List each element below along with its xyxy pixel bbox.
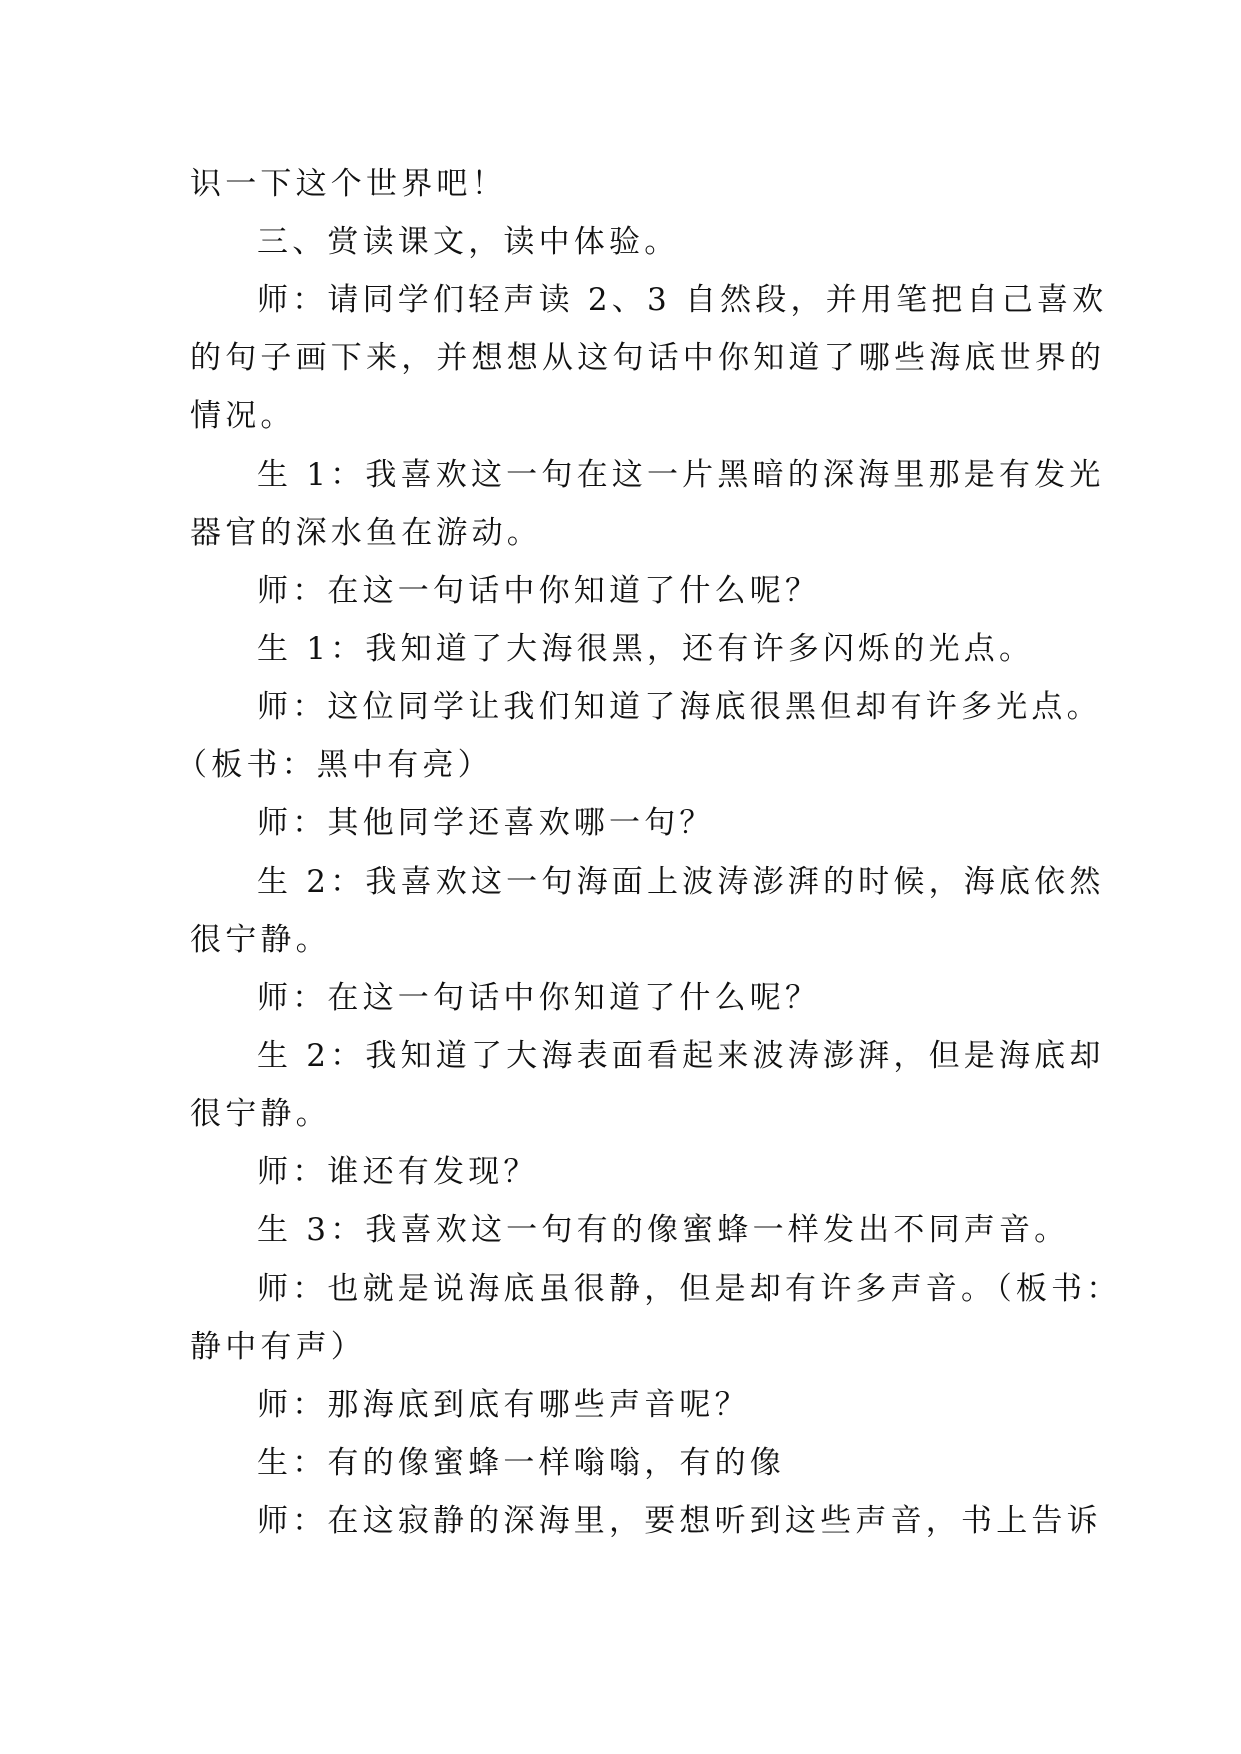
text-line: 生 2：我喜欢这一句海面上波涛澎湃的时候，海底依然 xyxy=(257,864,1105,900)
text-line: 师：也就是说海底虽很静，但是却有许多声音。（板书： xyxy=(257,1271,1122,1307)
text-line: 器官的深水鱼在游动。 xyxy=(190,515,542,551)
text-line: 师：在这一句话中你知道了什么呢？ xyxy=(257,980,821,1016)
text-line: 师：那海底到底有哪些声音呢？ xyxy=(257,1387,750,1423)
text-line: 生：有的像蜜蜂一样嗡嗡，有的像 xyxy=(257,1445,785,1481)
section-heading: 三、赏读课文，读中体验。 xyxy=(257,224,680,260)
text-line: 师：其他同学还喜欢哪一句？ xyxy=(257,805,715,841)
text-line: 识一下这个世界吧！ xyxy=(190,166,507,202)
text-line: 师：谁还有发现？ xyxy=(257,1154,539,1190)
text-line: 师：在这寂静的深海里，要想听到这些声音，书上告诉 xyxy=(257,1503,1102,1539)
text-line: 很宁静。 xyxy=(190,922,331,958)
text-line: 静中有声） xyxy=(190,1329,366,1365)
text-line: （板书：黑中有亮） xyxy=(176,747,493,783)
text-line: 生 1：我喜欢这一句在这一片黑暗的深海里那是有发光 xyxy=(257,457,1105,493)
text-line: 师：请同学们轻声读 2、3 自然段，并用笔把自己喜欢 xyxy=(257,282,1108,318)
text-line: 生 2：我知道了大海表面看起来波涛澎湃，但是海底却 xyxy=(257,1038,1105,1074)
text-line: 生 1：我知道了大海很黑，还有许多闪烁的光点。 xyxy=(257,631,1035,667)
text-line: 很宁静。 xyxy=(190,1096,331,1132)
text-line: 师：这位同学让我们知道了海底很黑但却有许多光点。 xyxy=(257,689,1102,725)
text-line: 生 3：我喜欢这一句有的像蜜蜂一样发出不同声音。 xyxy=(257,1212,1070,1248)
text-line: 师：在这一句话中你知道了什么呢？ xyxy=(257,573,821,609)
text-line: 的句子画下来，并想想从这句话中你知道了哪些海底世界的 xyxy=(190,340,1106,376)
text-line: 情况。 xyxy=(190,398,296,434)
